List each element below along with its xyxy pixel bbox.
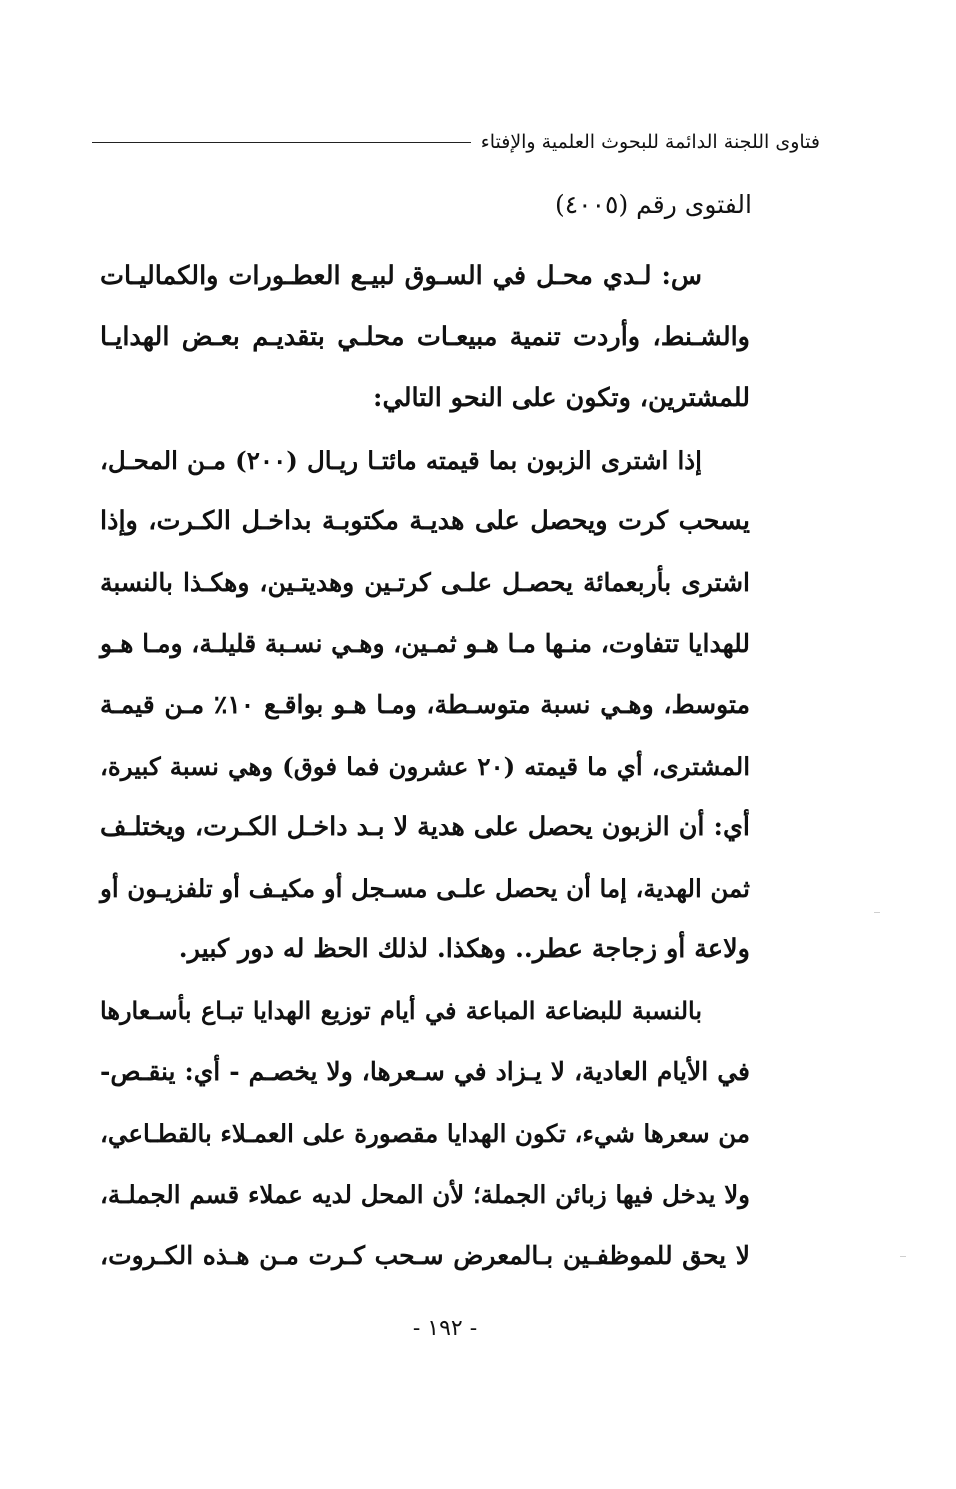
text-line: ولاعة أو زجاجة عطر.. وهكذا. لذلك الحظ له دور كبير. — [178, 934, 750, 965]
text-line: من سعرها شيء، تكون الهدايا مقصورة على العمـلاء بالقطـاعي، — [100, 1118, 750, 1148]
text-line: اشترى بأربعمائة يحصـل علـى كرتـين وهديتـين، وهكـذا بالنسبة — [100, 567, 750, 597]
scan-speck — [900, 1256, 906, 1257]
body-text — [100, 246, 750, 1286]
text-line: إذا اشترى الزبون بما قيمته مائتـا ريـال (٢٠٠) مـن المحـل، — [100, 445, 702, 475]
text-line: والشـنط، وأردت تنمية مبيعـات محلـي بتقديـم بعـض الهدايـا — [100, 322, 750, 353]
text-line: لا يحق للموظفـين بـالمعرض سـحب كـرت مـن هـذه الكـروت، — [100, 1241, 750, 1270]
text-line: للهدايا تتفاوت، منـها مـا هـو ثمـين، وهـي نسـبة قليلـة، ومـا هـو — [100, 629, 750, 659]
page-number: - ١٩٢ - — [412, 1316, 478, 1341]
text-line: يسحب كرت ويحصل على هديـة مكتوبـة بداخـل الكـرت، وإذا — [100, 505, 750, 536]
running-header-title: فتاوى اللجنة الدائمة للبحوث العلمية والإفتاء — [480, 131, 820, 153]
text-line: المشترى، أي ما قيمته (٢٠ عشرون فما فوق) وهي نسبة كبيرة، — [100, 751, 751, 781]
fatwa-number-heading: الفتوى رقم (٤٠٠٥) — [554, 190, 752, 219]
text-line: للمشترين، وتكون على النحو التالي: — [373, 383, 750, 414]
text-line: أي: أن الزبون يحصل على هدية لا بـد داخـل الكـرت، ويختلـف — [100, 811, 750, 842]
text-line: بالنسبة للبضاعة المباعة في أيام توزيع الهدايا تبـاع بأسـعارها — [100, 996, 702, 1026]
text-line: س: لـدي محـل في السـوق لبيـع العطـورات والكماليـات — [100, 261, 702, 291]
header-rule — [92, 142, 471, 143]
scan-speck — [874, 912, 880, 913]
text-line: متوسط، وهـي نسبة متوسـطة، ومـا هـو بواقـع ١٠٪ مـن قيمـة — [100, 690, 750, 720]
text-line: ثمن الهدية، إما أن يحصل علـى مسـجل أو مكيـف أو تلفزيـون أو — [100, 873, 750, 903]
text-line: في الأيام العادية، لا يـزاد في سـعرها، ولا يخصـم - أي: ينقـص- — [100, 1057, 750, 1087]
running-header — [92, 124, 820, 160]
text-line: ولا يدخل فيها زبائن الجملة؛ لأن المحل لديه عملاء قسم الجملـة، — [100, 1179, 750, 1209]
